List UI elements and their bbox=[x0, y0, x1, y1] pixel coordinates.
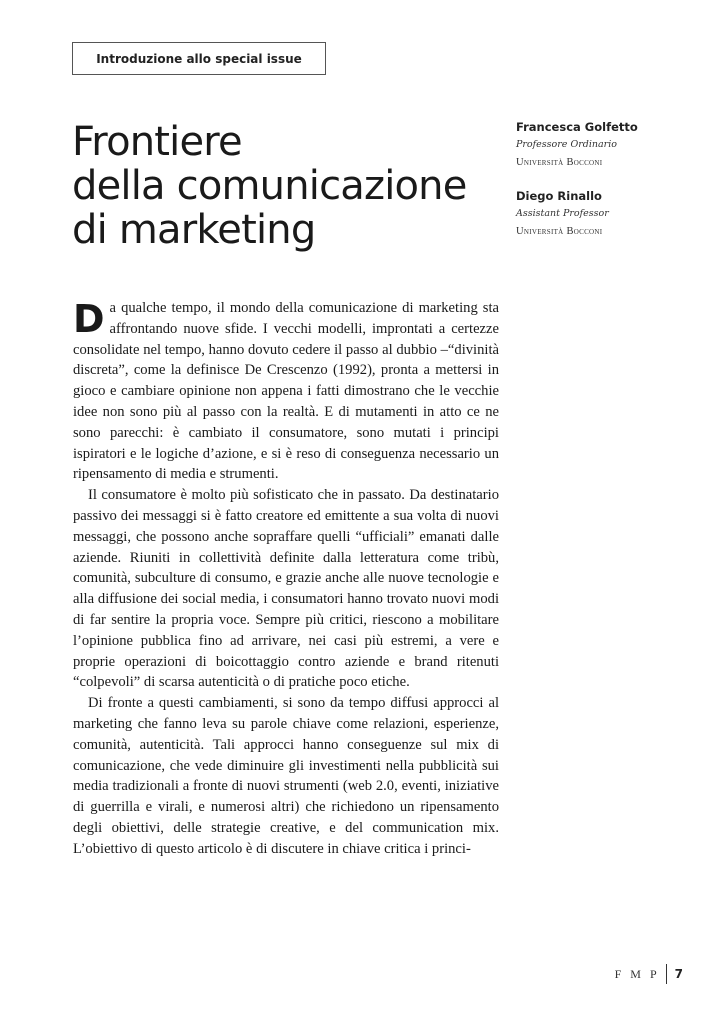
page-number: 7 bbox=[674, 967, 683, 981]
author-name: Francesca Golfetto bbox=[516, 120, 638, 134]
author-list bbox=[516, 118, 716, 256]
page-footer bbox=[615, 964, 683, 984]
section-label: Introduzione allo special issue bbox=[72, 42, 326, 75]
journal-name: FMP bbox=[614, 966, 666, 981]
body-paragraph: Di fronte a questi cambiamenti, si sono da tempo diffusi approcci al marketing che fanno leva su parole chiave come relazioni, esperienze, comunità, autenticità. Tali approcci hanno conseguenze sul mix di comunicazione, che vede diminuire gli investimenti nella pubblicità sui media tradizionali a fronte di nuovi strumenti (web 2.0, eventi, iniziative di guerrilla e virali, e numerosi altri) che richiedono un ripensamento degli obiettivi, delle strategie creative, e del communication mix. L’obiettivo di questo articolo è di discutere in chiave critica i princi- bbox=[73, 695, 499, 857]
article-title bbox=[72, 120, 467, 252]
author-role: Professore Ordinario bbox=[516, 139, 617, 150]
author-role: Assistant Professor bbox=[516, 208, 609, 219]
title-line: Frontiere bbox=[72, 119, 242, 165]
body-paragraph bbox=[73, 298, 499, 485]
title-line: della comunicazione bbox=[72, 163, 467, 209]
title-line: di marketing bbox=[72, 207, 316, 253]
article-body bbox=[73, 298, 499, 860]
author-affiliation: Università Bocconi bbox=[516, 157, 603, 168]
drop-cap: D bbox=[73, 297, 105, 341]
author-name: Diego Rinallo bbox=[516, 189, 602, 203]
author-block bbox=[516, 187, 716, 241]
body-paragraph: Il consumatore è molto più sofisticato che in passato. Da destinatario passivo dei messaggi si è fatto creatore ed emittente a sua volta di nuovi messaggi, che possono anche sopraffare quelli “ufficiali” emanati dalle aziende. Riuniti in collettività definite dalla letteratura come tribù, comunità, subculture di consumo, e grazie anche alle nuove tecnologie e alla diffusione dei social media, i consumatori hanno trovato nuovi modi di far sentire la propria voce. Sempre più critici, riescono a mobilitare l’opinione pubblica fino ad arrivare, nei casi più estremi, a vere e proprie operazioni di boicottaggio contro aziende e brand ritenuti “colpevoli” di scarsa autenticità o di pratiche poco etiche. bbox=[73, 487, 499, 691]
author-block bbox=[516, 118, 716, 172]
footer-divider bbox=[666, 964, 667, 984]
paragraph-text: a qualche tempo, il mondo della comunicazione di marketing sta affrontando nuove sfide. I vecchi modelli, improntati a certezze consolidate nel tempo, hanno dovuto cedere il passo al dubbio –“divinità discreta”, come la definisce De Crescenzo (1992), pronta a mettersi in gioco e cambiare opinione non appena i fatti dimostrano che le vecchie idee non sono più al passo con la realtà. E di mutamenti in atto ce ne sono parecchi: è cambiato il consumatore, sono mutati i principi ispiratori e le logiche d’azione, e si è reso di conseguenza necessario un ripensamento di media e strumenti. bbox=[73, 300, 499, 483]
author-affiliation: Università Bocconi bbox=[516, 226, 603, 237]
